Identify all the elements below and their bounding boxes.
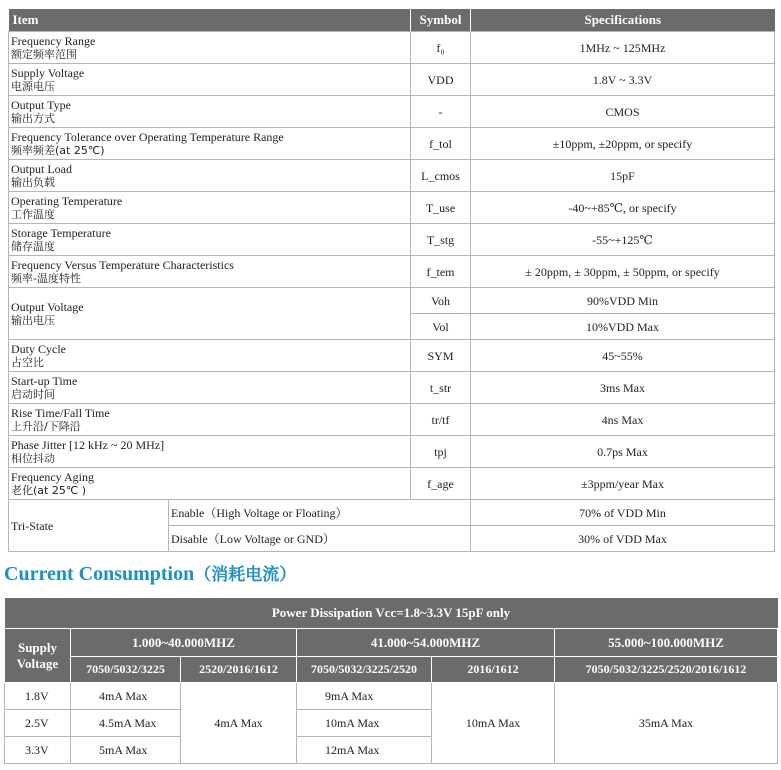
item-cell: Frequency Tolerance over Operating Temperature Range 频率频差(at 25℃)	[9, 128, 411, 160]
table-row	[9, 468, 775, 500]
spec-cell: 1.8V ~ 3.3V	[471, 64, 775, 96]
current-cell: 9mA Max	[297, 683, 432, 710]
table-row	[9, 256, 775, 288]
symbol-cell: L_cmos	[411, 160, 471, 192]
table-row	[9, 500, 775, 526]
package-header-row	[5, 657, 778, 683]
symbol-cell: T_use	[411, 192, 471, 224]
spec-cell: 4ns Max	[471, 404, 775, 436]
item-cell: Output Load 输出负载	[9, 160, 411, 192]
voltage-cell: 1.8V	[5, 683, 71, 710]
symbol-cell: VDD	[411, 64, 471, 96]
current-cell: 4mA Max	[71, 683, 181, 710]
package-header: 7050/5032/3225/2520	[297, 657, 432, 683]
banner-row	[5, 598, 778, 629]
header-item: Item	[9, 9, 411, 32]
current-cell: 12mA Max	[297, 737, 432, 764]
table-row	[9, 96, 775, 128]
item-cell-tri-state: Tri-State	[9, 500, 169, 552]
item-cell: Storage Temperature 储存温度	[9, 224, 411, 256]
tri-state-enable-condition: Enable（High Voltage or Floating）	[169, 500, 471, 526]
current-consumption-table	[4, 598, 778, 764]
spec-cell: ±10ppm, ±20ppm, or specify	[471, 128, 775, 160]
spec-cell: 45~55%	[471, 340, 775, 372]
item-cell: Phase Jitter [12 kHz ~ 20 MHz] 相位抖动	[9, 436, 411, 468]
spec-cell: 0.7ps Max	[471, 436, 775, 468]
header-symbol: Symbol	[411, 9, 471, 32]
group-header: 41.000~54.000MHZ	[297, 629, 555, 657]
spec-cell: 1MHz ~ 125MHz	[471, 32, 775, 64]
item-cell: Frequency Range 额定频率范围	[9, 32, 411, 64]
table-row	[5, 683, 778, 710]
item-cell: Operating Temperature 工作温度	[9, 192, 411, 224]
current-cell: 10mA Max	[432, 683, 555, 764]
symbol-cell: T_stg	[411, 224, 471, 256]
voltage-cell: 3.3V	[5, 737, 71, 764]
voltage-cell: 2.5V	[5, 710, 71, 737]
item-cell: Duty Cycle 占空比	[9, 340, 411, 372]
item-cell: Rise Time/Fall Time 上升沿/下降沿	[9, 404, 411, 436]
current-cell: 4.5mA Max	[71, 710, 181, 737]
package-header: 7050/5032/3225	[71, 657, 181, 683]
table-row	[9, 372, 775, 404]
symbol-cell: tpj	[411, 436, 471, 468]
symbol-cell: f_tol	[411, 128, 471, 160]
spec-cell: 15pF	[471, 160, 775, 192]
table-row	[9, 436, 775, 468]
spec-cell: 10%VDD Max	[471, 314, 775, 340]
item-cell-output-voltage: Output Voltage 输出电压	[9, 288, 411, 340]
tri-state-disable-condition: Disable（Low Voltage or GND）	[169, 526, 471, 552]
table-row	[9, 128, 775, 160]
spec-cell: CMOS	[471, 96, 775, 128]
package-header: 2520/2016/1612	[181, 657, 297, 683]
supply-voltage-header: Supply Voltage	[5, 629, 71, 683]
symbol-cell: tr/tf	[411, 404, 471, 436]
current-cell: 35mA Max	[555, 683, 778, 764]
spec-cell: 70% of VDD Min	[471, 500, 775, 526]
symbol-cell: Vol	[411, 314, 471, 340]
group-header-row	[5, 629, 778, 657]
symbol-cell: SYM	[411, 340, 471, 372]
table-row	[9, 192, 775, 224]
current-cell: 4mA Max	[181, 683, 297, 764]
table-row	[9, 288, 775, 314]
current-cell: 5mA Max	[71, 737, 181, 764]
power-dissipation-banner: Power Dissipation Vcc=1.8~3.3V 15pF only	[5, 598, 778, 629]
heading-chinese: （消耗电流）	[194, 565, 297, 585]
group-header: 1.000~40.000MHZ	[71, 629, 297, 657]
symbol-cell: f_age	[411, 468, 471, 500]
item-cell: Frequency Versus Temperature Characteristics 频率-温度特性	[9, 256, 411, 288]
symbol-cell: -	[411, 96, 471, 128]
item-cell: Supply Voltage 电源电压	[9, 64, 411, 96]
symbol-cell: f₀	[411, 32, 471, 64]
spec-cell: 3ms Max	[471, 372, 775, 404]
current-cell: 10mA Max	[297, 710, 432, 737]
symbol-cell: Voh	[411, 288, 471, 314]
spec-cell: ± 20ppm, ± 30ppm, ± 50ppm, or specify	[471, 256, 775, 288]
package-header: 7050/5032/3225/2520/2016/1612	[555, 657, 778, 683]
item-cell: Output Type 输出方式	[9, 96, 411, 128]
spec-cell: 30% of VDD Max	[471, 526, 775, 552]
table-row	[9, 32, 775, 64]
table-row	[9, 404, 775, 436]
package-header: 2016/1612	[432, 657, 555, 683]
group-header: 55.000~100.000MHZ	[555, 629, 778, 657]
header-specifications: Specifications	[471, 9, 775, 32]
spec-cell: 90%VDD Min	[471, 288, 775, 314]
specifications-table	[8, 9, 775, 552]
spec-header-row	[9, 9, 775, 32]
table-row	[9, 224, 775, 256]
spec-cell: -40~+85℃, or specify	[471, 192, 775, 224]
table-row	[9, 64, 775, 96]
symbol-cell: f_tem	[411, 256, 471, 288]
spec-cell: ±3ppm/year Max	[471, 468, 775, 500]
spec-cell: -55~+125℃	[471, 224, 775, 256]
item-cell: Start-up Time 启动时间	[9, 372, 411, 404]
table-row	[9, 340, 775, 372]
section-heading-current-consumption	[4, 560, 296, 586]
table-row	[9, 160, 775, 192]
heading-english: Current Consumption	[4, 563, 195, 585]
item-cell: Frequency Aging 老化(at 25℃ )	[9, 468, 411, 500]
symbol-cell: t_str	[411, 372, 471, 404]
